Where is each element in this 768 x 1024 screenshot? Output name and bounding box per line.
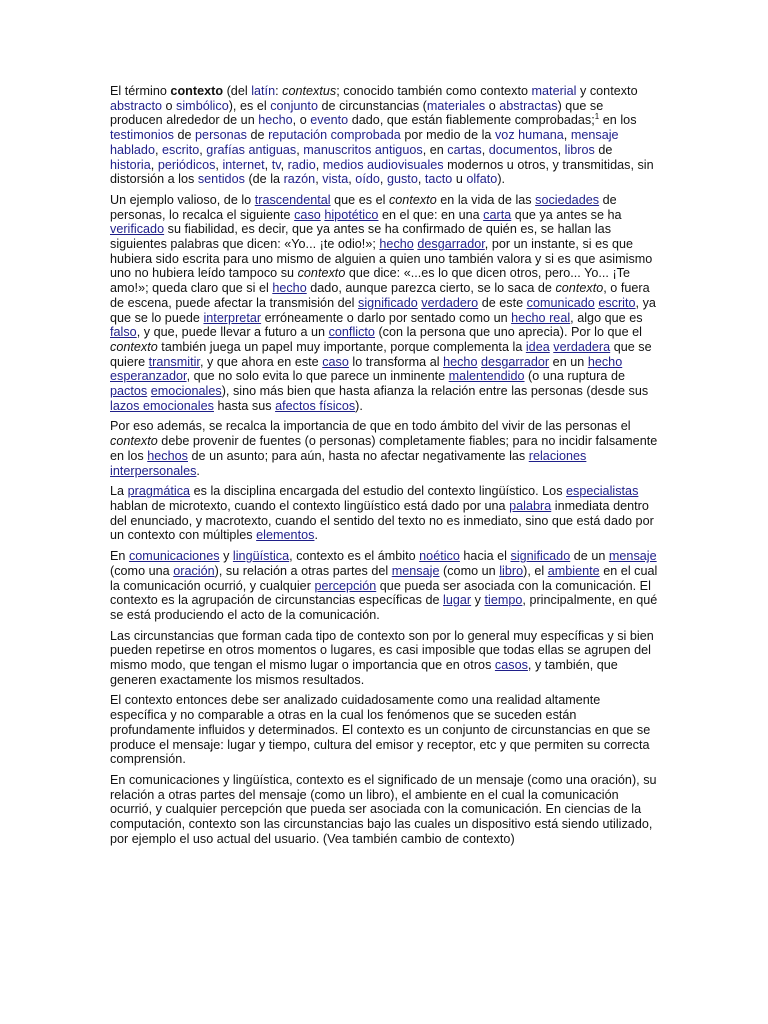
inline-link[interactable]: afectos físicos <box>275 398 356 413</box>
text-run: u <box>452 172 467 187</box>
inline-link[interactable]: palabra <box>509 498 552 513</box>
inline-link[interactable]: interpretar <box>203 310 262 325</box>
inline-link[interactable]: verificado <box>110 222 165 237</box>
inline-link[interactable]: casos <box>494 658 528 673</box>
inline-link[interactable]: medios audiovisuales <box>322 157 444 172</box>
inline-link[interactable]: periódicos <box>157 157 216 172</box>
paragraph <box>110 193 658 414</box>
text-run: , contexto es el ámbito <box>289 549 420 564</box>
text-run: , o fuera de escena, puede afectar la transmisión del <box>110 281 650 310</box>
inline-link[interactable]: ambiente <box>547 563 600 578</box>
text-run: Por eso además, se recalca la importancia de que en todo ámbito del vivir de las personas el <box>110 419 631 434</box>
text-run: es la disciplina encargada del estudio del contexto lingüístico. Los <box>190 484 567 499</box>
text-run: , <box>264 157 272 172</box>
inline-link[interactable]: materiales <box>426 98 486 113</box>
inline-link[interactable]: gusto <box>386 172 418 187</box>
inline-link[interactable]: material <box>531 84 577 98</box>
text-run: , <box>199 142 207 157</box>
text-run: ). <box>497 172 506 187</box>
inline-link[interactable]: comunicaciones <box>128 549 220 564</box>
text-run: , ya que se lo puede <box>110 295 656 325</box>
text-run: ), sino más bien que hasta afianza la relación entre las personas (desde sus <box>221 384 649 399</box>
text-run: , y que ahora en este <box>199 354 323 369</box>
text-run: lo transforma al <box>348 354 444 369</box>
text-run: que es el <box>330 192 389 207</box>
inline-link[interactable]: significado <box>358 295 418 310</box>
text-run: (de la <box>244 172 284 187</box>
text-run: en el que: en una <box>378 207 484 222</box>
italic-term: contexto <box>110 434 158 449</box>
inline-link[interactable]: desgarrador <box>481 354 550 369</box>
text-run: que ya antes se ha <box>511 207 622 222</box>
inline-link[interactable]: abstracto <box>110 98 162 113</box>
inline-link[interactable]: historia <box>110 157 151 172</box>
text-run: , <box>557 142 565 157</box>
text-run: , <box>215 157 223 172</box>
text-run: que pueda ser asociada con la comunicación. El contexto es la agrupación de circunstancias específicas de <box>110 578 651 608</box>
text-run: ), su relación a otras partes del <box>214 563 392 578</box>
inline-link[interactable]: cartas <box>447 142 482 157</box>
paragraph <box>110 773 658 847</box>
text-run: El término <box>110 84 171 98</box>
paragraph <box>110 84 658 187</box>
inline-link[interactable]: internet <box>222 157 265 172</box>
inline-link[interactable]: hecho <box>272 281 307 296</box>
inline-link[interactable]: mensaje hablado <box>110 128 619 157</box>
text-run: , <box>417 172 425 187</box>
inline-link[interactable]: caso <box>322 354 349 369</box>
inline-link[interactable]: transmitir <box>148 354 200 369</box>
text-run: por medio de la <box>400 128 495 143</box>
text-run: inmediata dentro del enunciado, y macrotexto, cuando el sentido del texto no es inmediato, sino que está dado por un contexto con múltiples <box>110 498 654 543</box>
text-run: hasta sus <box>213 398 276 413</box>
inline-link[interactable]: falso <box>110 325 137 340</box>
text-run: de <box>246 128 269 143</box>
text-run: que se quiere <box>110 339 652 369</box>
document-body <box>110 84 658 852</box>
text-run: En comunicaciones y lingüística, contexto es el significado de un mensaje (como una oración), su relación a otras partes del mensaje (como un libro), el ambiente en el cual la comunicación ocurrió, y cualquier percepción que pueda ser asociada con la comunicación. En ciencias de la computación, contexto son las circunstancias bajo las cuales un dispositivo está siendo utilizado, por ejemplo el uso actual del usuario. (Vea también cambio de contexto) <box>110 772 657 846</box>
text-run: o <box>161 98 177 113</box>
inline-link[interactable]: testimonios <box>110 128 174 143</box>
inline-link[interactable]: olfato <box>466 172 498 187</box>
text-run: debe provenir de fuentes (o personas) completamente fiables; para no incidir falsamente en los <box>110 434 658 463</box>
text-run: , <box>379 172 387 187</box>
inline-link[interactable]: hecho real <box>511 310 571 325</box>
text-run: , <box>348 172 356 187</box>
text-run: , <box>154 142 163 157</box>
inline-link[interactable]: lugar <box>443 593 472 608</box>
inline-link[interactable]: documentos <box>488 142 558 157</box>
inline-link[interactable]: lazos emocionales <box>110 398 214 413</box>
inline-link[interactable]: tiempo <box>484 593 523 608</box>
text-run: de este <box>478 295 527 310</box>
inline-link[interactable]: hecho <box>587 354 623 369</box>
text-run: (con la persona que uno aprecia). Por lo que el <box>374 325 642 340</box>
paragraph <box>110 629 658 688</box>
inline-link[interactable]: sociedades <box>535 192 600 207</box>
text-run: , por un instante, si es que hubiera sido escrita para uno mismo de alguien a quien uno también valora y si es que asimismo uno no hubiera leído tampoco su <box>110 237 653 281</box>
text-run: ). <box>355 398 363 413</box>
text-run: , y que, puede llevar a futuro a un <box>136 325 329 340</box>
inline-link[interactable]: esperanzador <box>110 369 187 384</box>
text-run: , y también, que generen exactamente los mismos resultados. <box>110 658 618 687</box>
inline-link[interactable]: escrito <box>598 295 636 310</box>
inline-link[interactable]: vista <box>322 172 349 187</box>
text-run: en un <box>549 354 588 369</box>
text-run: , o <box>292 113 311 128</box>
inline-link[interactable]: voz humana <box>494 128 564 143</box>
text-run: . <box>314 528 318 543</box>
text-run: Las circunstancias que forman cada tipo de contexto son por lo general muy específicas y si bien pueden repetirse en otros momentos o lugares, es casi imposible que todas ellas se agrupen del mismo modo, que tengan el mismo lugar o importancia que en otros <box>110 628 654 673</box>
text-run: en los <box>599 113 637 128</box>
text-run: , principalmente, en qué se está produciendo el acto de la comunicación. <box>110 593 658 622</box>
inline-link[interactable]: libros <box>564 142 595 157</box>
inline-link[interactable]: verdadera <box>553 339 611 354</box>
inline-link[interactable]: comunicado <box>526 295 595 310</box>
text-run: que dice: «...es lo que dicen otros, pero... Yo... ¡Te amo!»; queda claro que si el <box>110 266 630 296</box>
text-run: en el cual la comunicación ocurrió, y cualquier <box>110 563 658 593</box>
text-run: , <box>280 157 288 172</box>
italic-term: contexto <box>555 281 604 296</box>
inline-link[interactable]: hecho <box>258 113 293 128</box>
text-run: también juega un papel muy importante, porque complementa la <box>157 339 526 354</box>
paragraph <box>110 484 658 543</box>
inline-link[interactable]: idea <box>525 339 550 354</box>
italic-term: contextus <box>282 84 337 98</box>
text-run: , <box>563 128 571 143</box>
inline-link[interactable]: especialistas <box>566 484 639 499</box>
inline-link[interactable]: percepción <box>314 578 377 593</box>
text-run: , en <box>422 142 448 157</box>
text-run: ), es el <box>228 98 271 113</box>
bold-term: contexto <box>170 84 224 98</box>
text-run: , que no solo evita lo que parece un inminente <box>186 369 449 384</box>
text-run: dado, que están fiablemente comprobadas; <box>348 113 595 128</box>
text-run: de circunstancias ( <box>317 98 427 113</box>
inline-link[interactable]: conjunto <box>270 98 318 113</box>
inline-link[interactable]: malentendido <box>448 369 525 384</box>
inline-link[interactable]: libro <box>499 563 524 578</box>
inline-link[interactable]: sentidos <box>197 172 245 187</box>
inline-link[interactable]: relaciones interpersonales <box>110 448 587 478</box>
text-run: (como un <box>439 563 500 578</box>
inline-link[interactable]: hipotético <box>324 207 379 222</box>
inline-link[interactable]: simbólico <box>176 98 229 113</box>
text-run: , <box>296 142 304 157</box>
text-run: dado, aunque parezca cierto, se lo saca de <box>306 281 556 296</box>
inline-link[interactable]: manuscritos antiguos <box>303 142 423 157</box>
text-run: La <box>110 484 128 499</box>
inline-link[interactable]: mensaje <box>391 563 440 578</box>
text-run: El contexto entonces debe ser analizado cuidadosamente como una realidad altamente específica y no comparable a otras en la cual los fenómenos que se suceden están profundamente influidos y determinados. El contexto es un conjunto de circunstancias en que se produce el mensaje: lugar y tiempo, cultura del emisor y receptor, etc y que permiten su correcta comprensión. <box>110 693 651 767</box>
inline-link[interactable]: carta <box>483 207 512 222</box>
inline-link[interactable]: pactos <box>110 384 148 399</box>
inline-link[interactable]: pragmática <box>127 484 191 499</box>
inline-link[interactable]: evento <box>310 113 349 128</box>
paragraph <box>110 693 658 767</box>
italic-term: contexto <box>297 266 346 281</box>
text-run: modernos u otros, y transmitidas, sin distorsión a los <box>110 157 654 187</box>
inline-link[interactable]: caso <box>294 207 321 222</box>
text-run: hablan de microtexto, cuando el contexto lingüístico está dado por una <box>110 498 510 513</box>
text-run: , <box>481 142 489 157</box>
inline-link[interactable]: elementos <box>256 528 315 543</box>
text-run: (o una ruptura de <box>524 369 625 384</box>
inline-link[interactable]: oído <box>355 172 380 187</box>
text-run: ; conocido también como contexto <box>336 84 532 98</box>
text-run: : <box>275 84 283 98</box>
text-run: de <box>594 142 613 157</box>
inline-link[interactable]: tv <box>271 157 281 172</box>
text-run: Un ejemplo valioso, de lo <box>110 192 255 207</box>
text-run: en la vida de las <box>436 192 536 207</box>
paragraph <box>110 549 658 623</box>
text-run: , <box>150 157 158 172</box>
inline-link[interactable]: tacto <box>424 172 453 187</box>
inline-link[interactable]: noético <box>419 549 460 564</box>
text-run: ), el <box>523 563 548 578</box>
text-run: su fiabilidad, es decir, que ya antes se ha confirmado de quién es, se hallan las siguientes palabras que dicen: «Yo... ¡te odio!»; <box>110 222 612 252</box>
inline-link[interactable]: latín <box>251 84 276 98</box>
inline-link[interactable]: verdadero <box>421 295 479 310</box>
text-run: (como una <box>110 563 174 578</box>
text-run: o <box>485 98 500 113</box>
text-run: de <box>173 128 196 143</box>
inline-link[interactable]: reputación comprobada <box>268 128 401 143</box>
text-run: , <box>315 172 323 187</box>
text-run: de un asunto; para aún, hasta no afectar negativamente las <box>187 448 529 463</box>
inline-link[interactable]: escrito <box>162 142 200 157</box>
inline-link[interactable]: grafías antiguas <box>206 142 297 157</box>
text-run: ) que se producen alrededor de un <box>110 98 604 128</box>
inline-link[interactable]: hecho <box>379 237 414 252</box>
text-run: . <box>196 463 200 478</box>
inline-link[interactable]: radio <box>287 157 316 172</box>
inline-link[interactable]: conflicto <box>328 325 375 340</box>
text-run: En <box>110 549 129 564</box>
inline-link[interactable]: lingüística <box>232 549 290 564</box>
text-run: y <box>471 593 485 608</box>
text-run: y <box>219 549 233 564</box>
inline-link[interactable]: trascendental <box>254 192 331 207</box>
inline-link[interactable]: desgarrador <box>417 237 485 252</box>
inline-link[interactable]: hechos <box>147 448 188 463</box>
text-run: de personas, lo recalca el siguiente <box>110 192 617 222</box>
italic-term: contexto <box>110 339 158 354</box>
italic-term: contexto <box>388 192 437 207</box>
inline-link[interactable]: personas <box>195 128 247 143</box>
text-run: y contexto <box>576 84 638 98</box>
inline-link[interactable]: emocionales <box>150 384 222 399</box>
text-run: de un <box>570 549 609 564</box>
text-run: erróneamente o darlo por sentado como un <box>261 310 512 325</box>
text-run: , algo que es <box>570 310 643 325</box>
inline-link[interactable]: razón <box>283 172 316 187</box>
inline-link[interactable]: abstractas <box>499 98 558 113</box>
footnote-ref[interactable]: 1 <box>594 112 600 122</box>
text-run: hacia el <box>459 549 511 564</box>
text-run: (del <box>223 84 252 98</box>
inline-link[interactable]: mensaje <box>608 549 657 564</box>
text-run: , <box>315 157 323 172</box>
inline-link[interactable]: hecho <box>443 354 478 369</box>
inline-link[interactable]: significado <box>510 549 571 564</box>
inline-link[interactable]: oración <box>173 563 215 578</box>
paragraph <box>110 419 658 478</box>
